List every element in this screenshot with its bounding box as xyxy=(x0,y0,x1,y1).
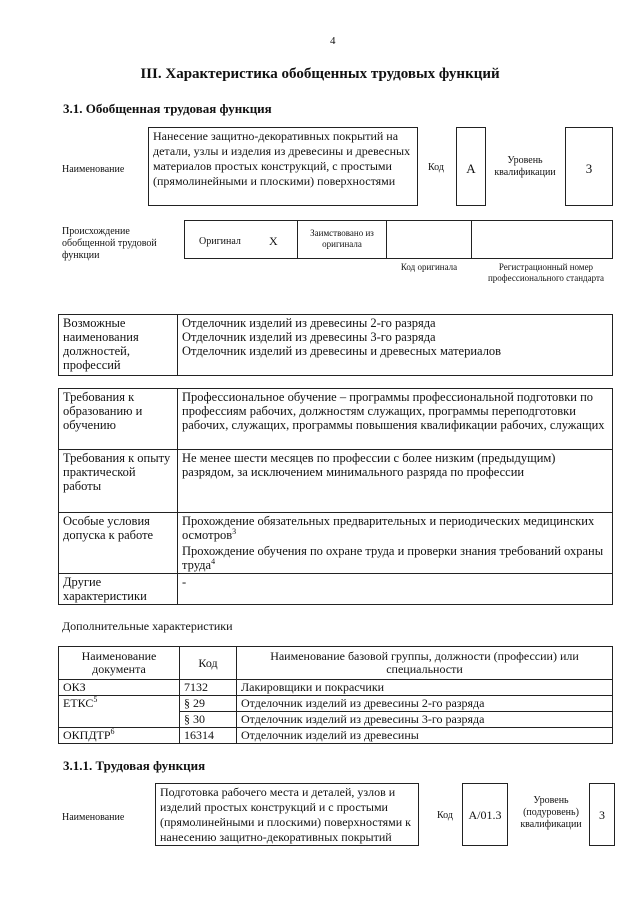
tf-code-label: Код xyxy=(437,810,453,821)
header-name: Наименование базовой группы, должности (профессии) или специальности xyxy=(237,647,613,680)
origin-reg-cell xyxy=(471,220,613,259)
row-name: Отделочник изделий из древесины 2-го разряда xyxy=(237,696,613,712)
row-doc: ОКПДТР$^6$ xyxy=(59,728,180,744)
gtf-level-value: 3 xyxy=(585,161,593,176)
tf-name-label: Наименование xyxy=(62,812,125,823)
section-title: III. Характеристика обобщенных трудовых функций xyxy=(140,66,500,82)
education-label: Требования к образованию и обучению xyxy=(59,389,178,450)
tf-level-label: Уровень (подуровень) квалификации xyxy=(520,795,582,830)
footnote-3: 3 xyxy=(232,526,237,536)
position-item: Отделочник изделий из древесины и древесных материалов xyxy=(182,344,502,358)
origin-reg-label: Регистрационный номер профессионального стандарта xyxy=(487,262,605,283)
row-code: 7132 xyxy=(180,680,237,696)
table-row xyxy=(59,680,613,696)
gtf-code-value: A xyxy=(466,161,476,176)
gtf-code-box xyxy=(456,127,486,206)
special-value-1: Прохождение обязательных предварительных и периодических медицинских осмотров xyxy=(182,514,595,542)
table-row xyxy=(59,728,613,744)
special-value xyxy=(178,513,613,574)
footnote-6: 6 xyxy=(110,727,115,736)
origin-code-cell xyxy=(386,220,472,259)
tf-level-value: 3 xyxy=(599,808,605,822)
page-number: 4 xyxy=(330,35,336,47)
header-code: Код xyxy=(180,647,237,680)
row-doc xyxy=(59,712,180,728)
row-code: 16314 xyxy=(180,728,237,744)
experience-label: Требования к опыту практической работы xyxy=(59,450,178,513)
tf-title: 3.1.1. Трудовая функция xyxy=(63,758,206,773)
header-document: Наименование документа xyxy=(59,647,180,680)
special-label: Особые условия допуска к работе xyxy=(59,513,178,574)
origin-label: Происхождение обобщенной трудовой функции xyxy=(62,226,157,261)
tf-code-value: A/01.3 xyxy=(468,808,502,822)
tf-code-box xyxy=(462,783,508,846)
positions-list xyxy=(178,315,613,376)
education-value: Профессиональное обучение – программы профессиональной подготовки по профессиям рабочих, должностям служащих, программы переподготовки рабочих, служащих, программы повышения квалификации рабочих, служащих xyxy=(178,389,613,450)
gtf-code-label: Код xyxy=(428,162,444,173)
table-row xyxy=(59,712,613,728)
row-doc: ЕТКС$^5$ xyxy=(59,696,180,712)
gtf-name-box xyxy=(148,127,418,206)
footnote-4: 4 xyxy=(211,556,216,566)
tf-name-value: Подготовка рабочего места и деталей, узлов и изделий простых конструкций и с простыми (прямолинейными и плоскими) поверхностями к нанесению защитно-декоративных покрытий xyxy=(160,785,412,844)
footnote-5: 5 xyxy=(93,695,98,704)
additional-table xyxy=(58,646,613,744)
origin-code-label: Код оригинала xyxy=(400,262,458,272)
row-name: Отделочник изделий из древесины xyxy=(237,728,613,744)
gtf-name-label: Наименование xyxy=(62,164,125,175)
experience-value: Не менее шести месяцев по профессии с более низким (предыдущим) разрядом, за исключением минимального разряда по профессии xyxy=(178,450,613,513)
table-row xyxy=(59,696,613,712)
additional-title: Дополнительные характеристики xyxy=(62,619,233,633)
row-code: § 29 xyxy=(180,696,237,712)
row-doc: ОКЗ xyxy=(59,680,180,696)
special-value-2: Прохождение обучения по охране труда и проверки знания требований охраны труда xyxy=(182,544,604,572)
positions-table xyxy=(58,314,613,376)
position-item: Отделочник изделий из древесины 2-го разряда xyxy=(182,316,436,330)
row-name: Отделочник изделий из древесины 3-го разряда xyxy=(237,712,613,728)
other-value: - xyxy=(178,574,613,605)
gtf-level-box xyxy=(565,127,613,206)
requirements-table xyxy=(58,388,613,605)
origin-original-mark: X xyxy=(269,234,278,248)
other-label: Другие характеристики xyxy=(59,574,178,605)
row-code: § 30 xyxy=(180,712,237,728)
tf-name-box xyxy=(155,783,419,846)
origin-borrowed-label: Заимствовано из оригинала xyxy=(310,228,374,249)
positions-label: Возможные наименования должностей, профессий xyxy=(59,315,178,376)
gtf-name-value: Нанесение защитно-декоративных покрытий на детали, узлы и изделия из древесины и древесных материалов простых конструкций, с простыми (прямолинейными и плоскими) поверхностями xyxy=(153,129,411,188)
position-item: Отделочник изделий из древесины 3-го разряда xyxy=(182,330,436,344)
gtf-level-label: Уровень квалификации xyxy=(494,155,556,178)
origin-original-label: Оригинал xyxy=(199,236,241,247)
row-name: Лакировщики и покрасчики xyxy=(237,680,613,696)
tf-level-box xyxy=(589,783,615,846)
subsection-title: 3.1. Обобщенная трудовая функция xyxy=(63,101,272,116)
